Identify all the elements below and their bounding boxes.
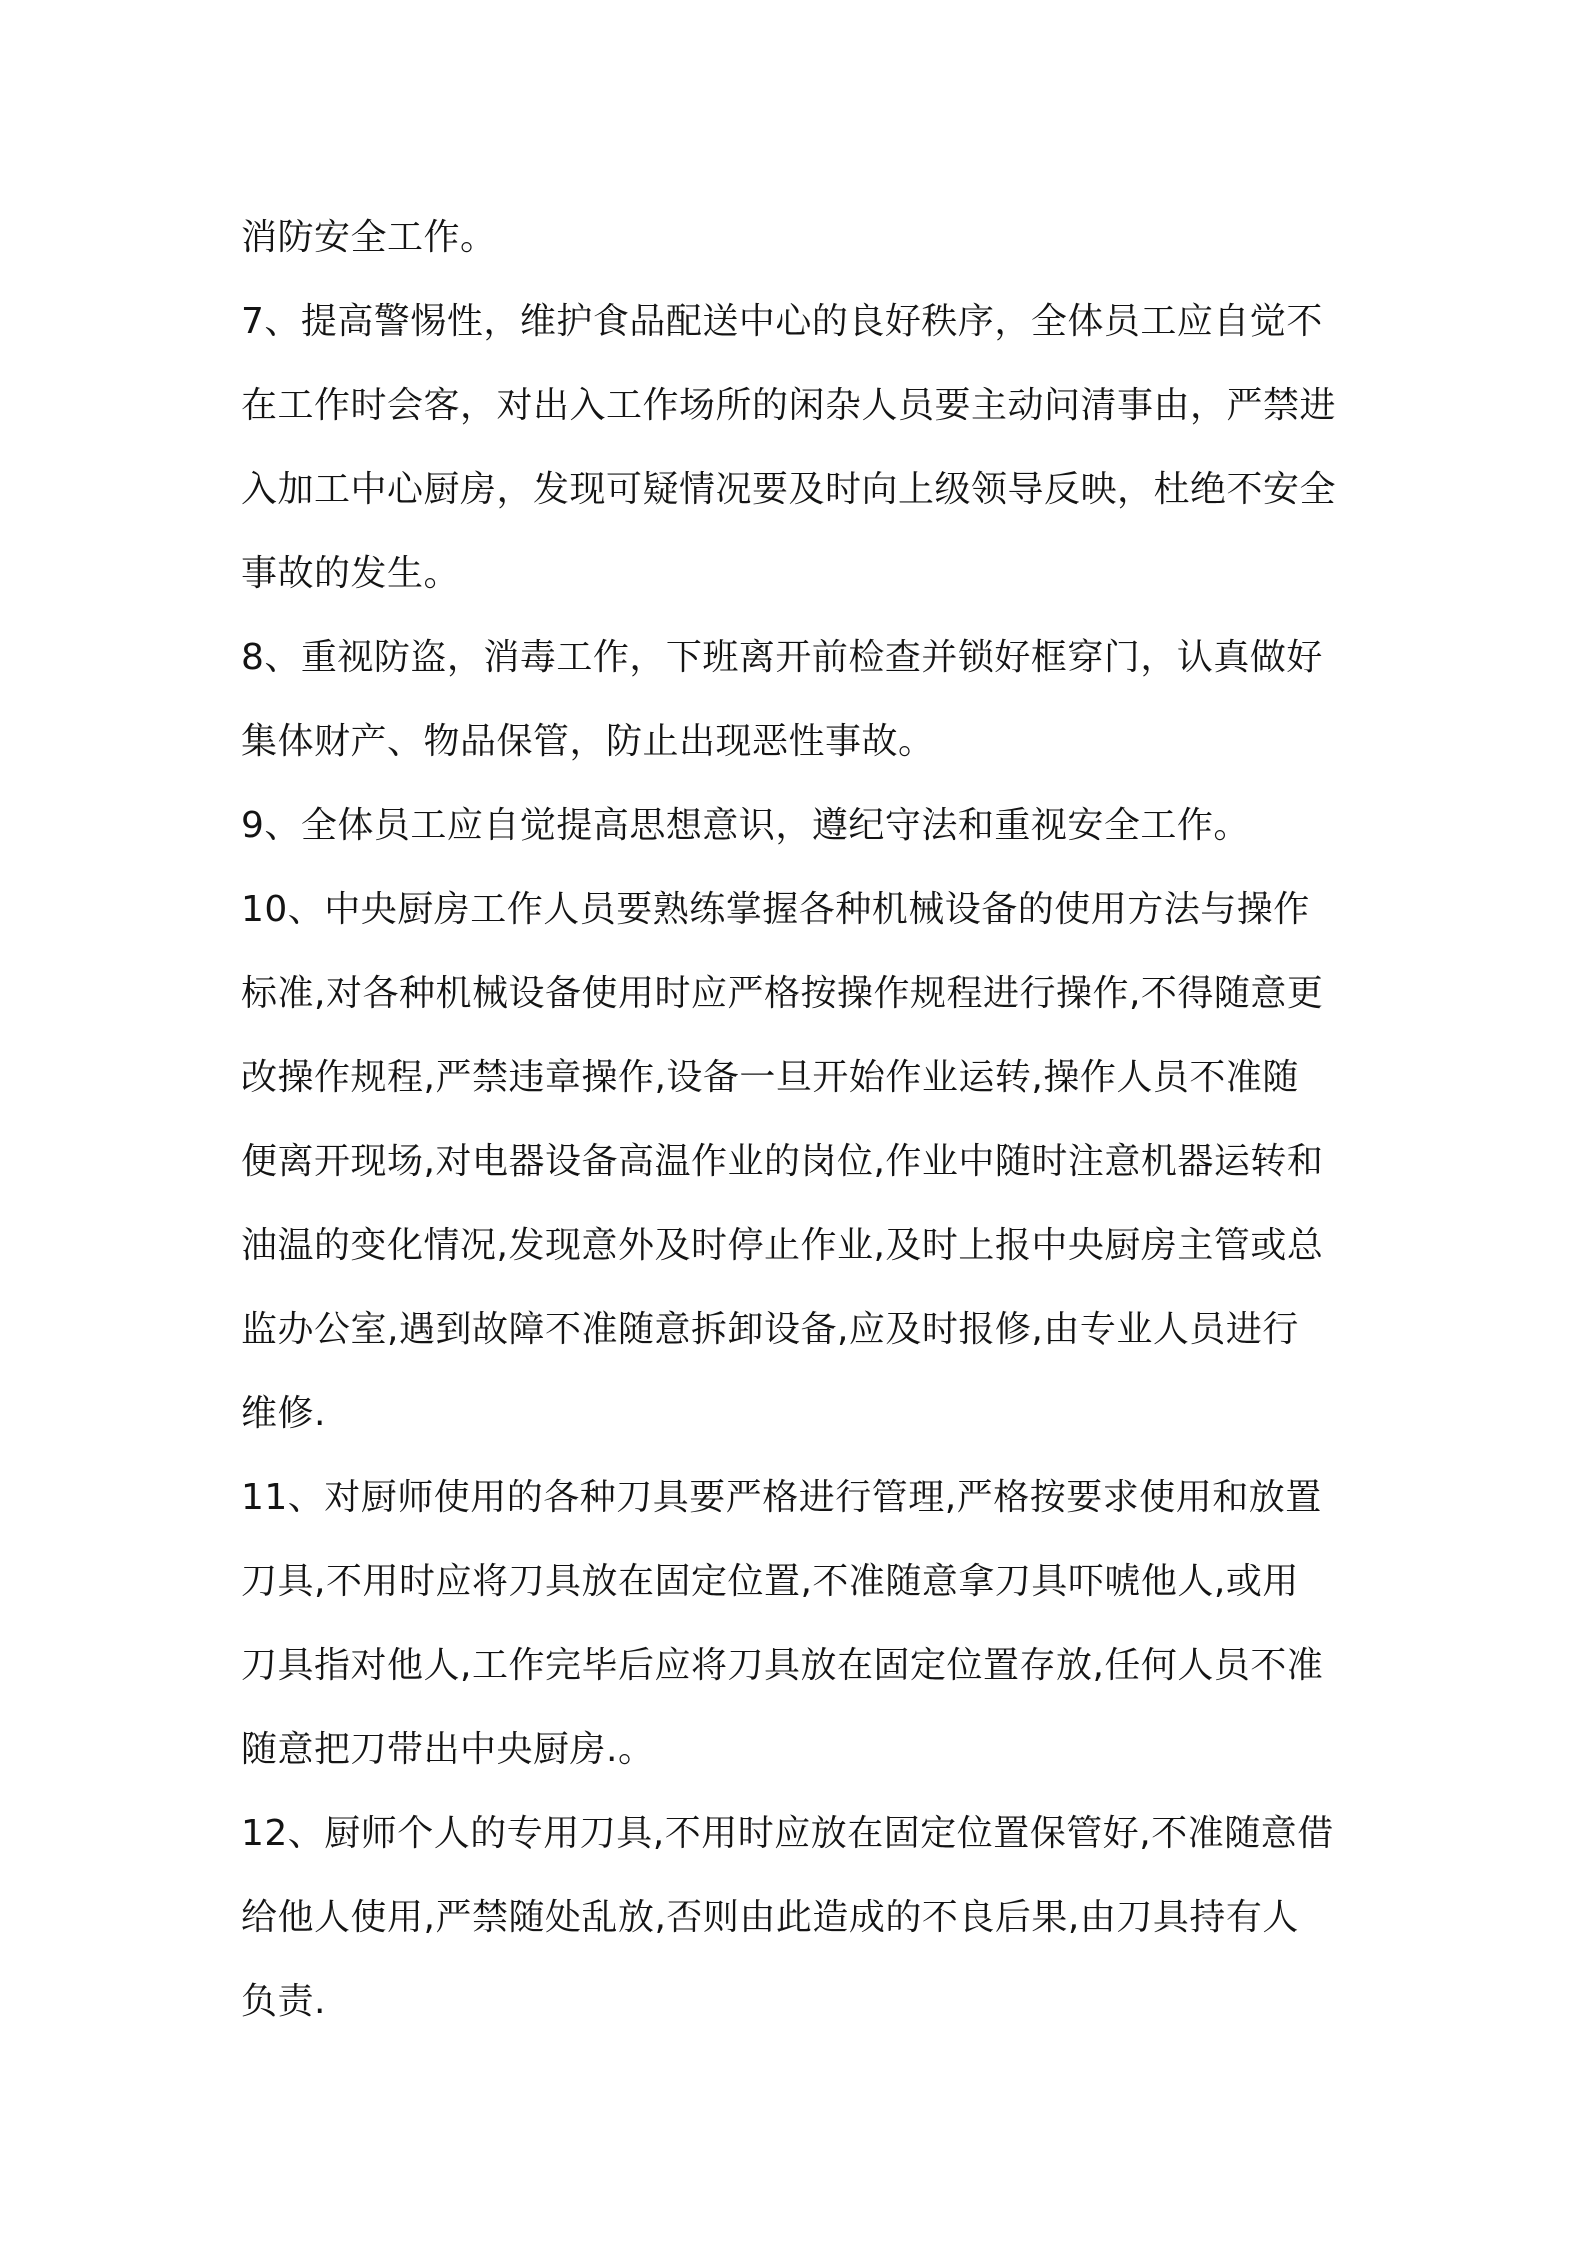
text-line: 在工作时会客，对出入工作场所的闲杂人员要主动问清事由，严禁进 — [241, 385, 1337, 426]
text-line: 12、厨师个人的专用刀具,不用时应放在固定位置保管好,不准随意借 — [241, 1813, 1334, 1854]
text-line: 随意把刀带出中央厨房.。 — [241, 1729, 655, 1770]
text-line: 给他人使用,严禁随处乱放,否则由此造成的不良后果,由刀具持有人 — [241, 1897, 1299, 1938]
text-line: 负责. — [241, 1981, 326, 2022]
text-line: 刀具,不用时应将刀具放在固定位置,不准随意拿刀具吓唬他人,或用 — [241, 1561, 1299, 1602]
text-line: 便离开现场,对电器设备高温作业的岗位,作业中随时注意机器运转和 — [241, 1141, 1324, 1182]
text-line: 入加工中心厨房，发现可疑情况要及时向上级领导反映，杜绝不安全 — [241, 469, 1337, 510]
text-line: 改操作规程,严禁违章操作,设备一旦开始作业运转,操作人员不准随 — [241, 1057, 1299, 1098]
text-line: 11、对厨师使用的各种刀具要严格进行管理,严格按要求使用和放置 — [241, 1477, 1322, 1518]
document-body — [241, 196, 1361, 2044]
text-line: 维修. — [241, 1393, 326, 1434]
text-line: 9、全体员工应自觉提高思想意识，遵纪守法和重视安全工作。 — [241, 805, 1250, 846]
text-line: 8、重视防盗，消毒工作，下班离开前检查并锁好框穿门，认真做好 — [241, 637, 1323, 678]
text-line: 标准,对各种机械设备使用时应严格按操作规程进行操作,不得随意更 — [241, 973, 1324, 1014]
text-line: 10、中央厨房工作人员要熟练掌握各种机械设备的使用方法与操作 — [241, 889, 1310, 930]
text-line: 集体财产、物品保管，防止出现恶性事故。 — [241, 721, 935, 762]
text-line: 消防安全工作。 — [241, 217, 497, 258]
text-line: 刀具指对他人,工作完毕后应将刀具放在固定位置存放,任何人员不准 — [241, 1645, 1324, 1686]
text-line: 7、提高警惕性，维护食品配送中心的良好秩序，全体员工应自觉不 — [241, 301, 1323, 342]
text-line: 事故的发生。 — [241, 553, 461, 594]
text-line: 监办公室,遇到故障不准随意拆卸设备,应及时报修,由专业人员进行 — [241, 1309, 1299, 1350]
text-line: 油温的变化情况,发现意外及时停止作业,及时上报中央厨房主管或总 — [241, 1225, 1324, 1266]
